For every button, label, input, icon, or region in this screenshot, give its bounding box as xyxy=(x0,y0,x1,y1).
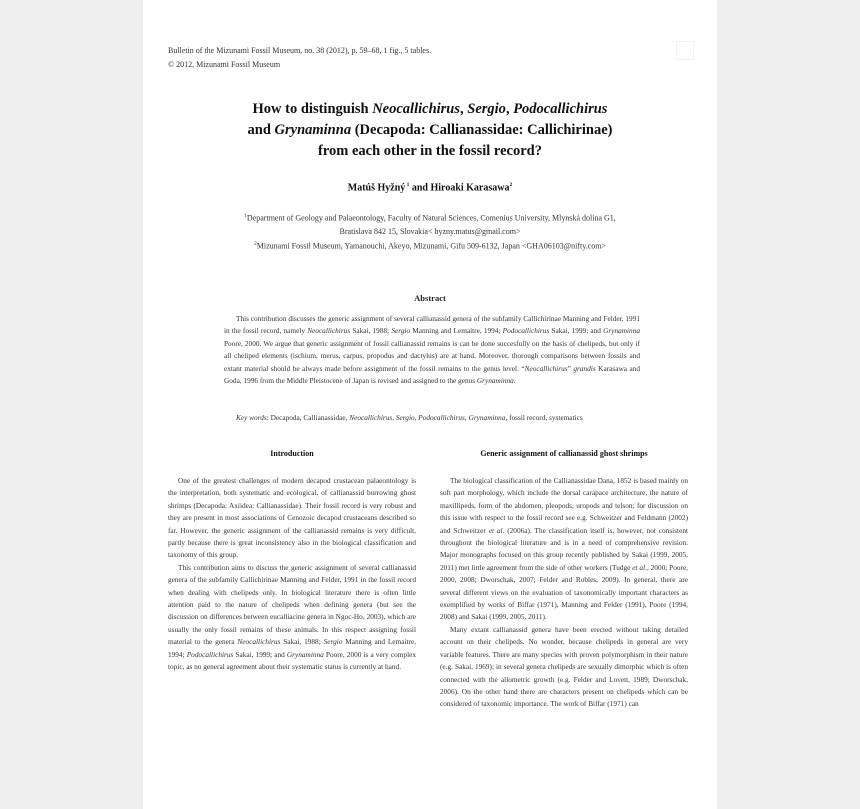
title-line-2: and Grynaminna (Decapoda: Callianassidae: Callichirinae) xyxy=(247,122,613,138)
generic-assignment-paragraph-2: Many extant callianassid genera have been erected without taking detailed account on their chelipeds. No wonder, because chelipeds in general are very variable features. There are many species with proven polymorphism in their nature (e.g. Sakai, 1969); in several genera chelipeds are sexually dimorphic which is often connected with the allometric growth (e.g. Felder and Lovett, 1989; Dworschak, 2006). On the other hand there are characters present on chelipeds which can be considered of taxonomic importance. The work of Biffar (1971) can xyxy=(440,624,688,709)
journal-citation: Bulletin of the Mizunami Fossil Museum, no. 38 (2012), p. 59–68, 1 fig., 5 tables. xyxy=(168,46,432,55)
page-corner-mark xyxy=(676,41,694,60)
affiliation-2: $^2$Mizunami Fossil Museum, Yamanouchi, Akeyo, Mizunami, Gifu 509-6132, Japan <GHA06103@nifty.com> xyxy=(254,240,606,251)
affiliation-1-address: Bratislava 842 15, Slovakia< hyzny.matus@gmail.com> xyxy=(339,226,521,236)
affiliation-1: $^1$Department of Geology and Palaeontology, Faculty of Natural Sciences, Comenius University, Mlynská dolina G1, xyxy=(244,213,616,223)
introduction-paragraph-1: One of the greatest challenges of modern decapod crustacean palaeontology is the interpretation, both systematic and ecological, of callianassid burrowing ghost shrimps (Decapoda: Axiidea: Callianassidae). Their fossil record is very robust and they are present in most associations of Cenozoic decapod crustaceans described so far. However, the generic assignment of the callianassid remains is very difficult, partly because there is great inconsistency also in the biological classification and taxonomy of this group. xyxy=(168,476,416,560)
introduction-paragraph-2: This contribution aims to discuss the generic assignment of several callianassid genera of the subfamily Callichirinae Manning and Felder, 1991 in the fossil record when dealing with chelipeds only. In biological literature there is often little attention paid to the nature of chelipeds when defining genera (but see the discussion on differences between eucalliacine genera in Ngoc-Ho, 2003), which are usually the only fossil remains of these animals. In this respect assigning fossil material to the genera Neocallichirus Sakai, 1988; Sergio Manning and Lemaitre, 1994; Podocallichirus Sakai, 1999; and Grynaminna Poore, 2000 is a very complex topic, as no general agreement about their systematic status is currently at hand. xyxy=(168,562,417,672)
introduction-body xyxy=(168,475,416,674)
keywords-line: Key words: Decapoda, Callianassidae, Neocallichirus, Sergio, Podocallichirus, Grynaminna, fossil record, systematics xyxy=(236,413,583,422)
generic-assignment-body xyxy=(440,475,688,711)
affiliations xyxy=(180,210,680,252)
copyright-line: © 2012, Mizunami Fossil Museum xyxy=(168,60,281,69)
abstract-heading: Abstract xyxy=(414,293,446,303)
author-line: Matúš Hyžný $^1$ and Hiroaki Karasawa$^2$ xyxy=(347,182,513,194)
abstract-body: This contribution discusses the generic assignment of several callianassid genera of the subfamily Callichirinae Manning and Felder, 1991 in the fossil record, namely Neocallichirus Sakai, 1988; Sergio Manning and Lemaitre, 1994; Podocallichirus Sakai, 1999; and Grynaminna Poore, 2000. We argue that generic assignment of fossil callianassid remains is can be done succesfully on the basis of chelipeds, but only if all cheliped elements (ischium, merus, carpus, propodus and dactylus) are at hand. Moreover, thorough comparisons between fossils and extant material should be always made before assignment of the fossil remains to the genus level. “Neocallichirus” grandis Karasawa and Goda, 1996 from the Middle Pleistocene of Japan is revised and assigned to the genus Grynaminna. xyxy=(224,314,641,386)
paper-title xyxy=(180,99,680,162)
introduction-heading: Introduction xyxy=(270,449,314,458)
generic-assignment-heading: Generic assignment of callianassid ghost shrimps xyxy=(480,449,648,458)
title-line-3: from each other in the fossil record? xyxy=(318,143,542,159)
title-line-1: How to distinguish Neocallichirus, Sergio, Podocallichirus xyxy=(252,101,608,117)
generic-assignment-paragraph-1: The biological classification of the Callianassidae Dana, 1852 is based mainly on soft part morphology, which include the dorsal carapace architecture, the nature of maxillipeds, form of the abdomen, pleopods, uropods and telson; for discussion on this issue with respect to the fossil record see e.g. Schweitzer and Feldmann (2002) and Schweitzer et al. (2006a). The classification itself is, however, not consistent throughout the biological literature and is in a need of comprehensive revision. Major monographs focused on this group recently published by Sakai (1999, 2005, 2011) met little agreement from the side of other workers (Tudge et al., 2000; Poore, 2000, 2008; Dworschak, 2007; Felder and Robles, 2009). In general, there are several different views on the evaluation of taxonomically important characters as exemplified by works of Biffar (1971), Manning and Felder (1991), Poore (1994, 2008) and Sakai (1999, 2005, 2011). xyxy=(440,476,688,622)
